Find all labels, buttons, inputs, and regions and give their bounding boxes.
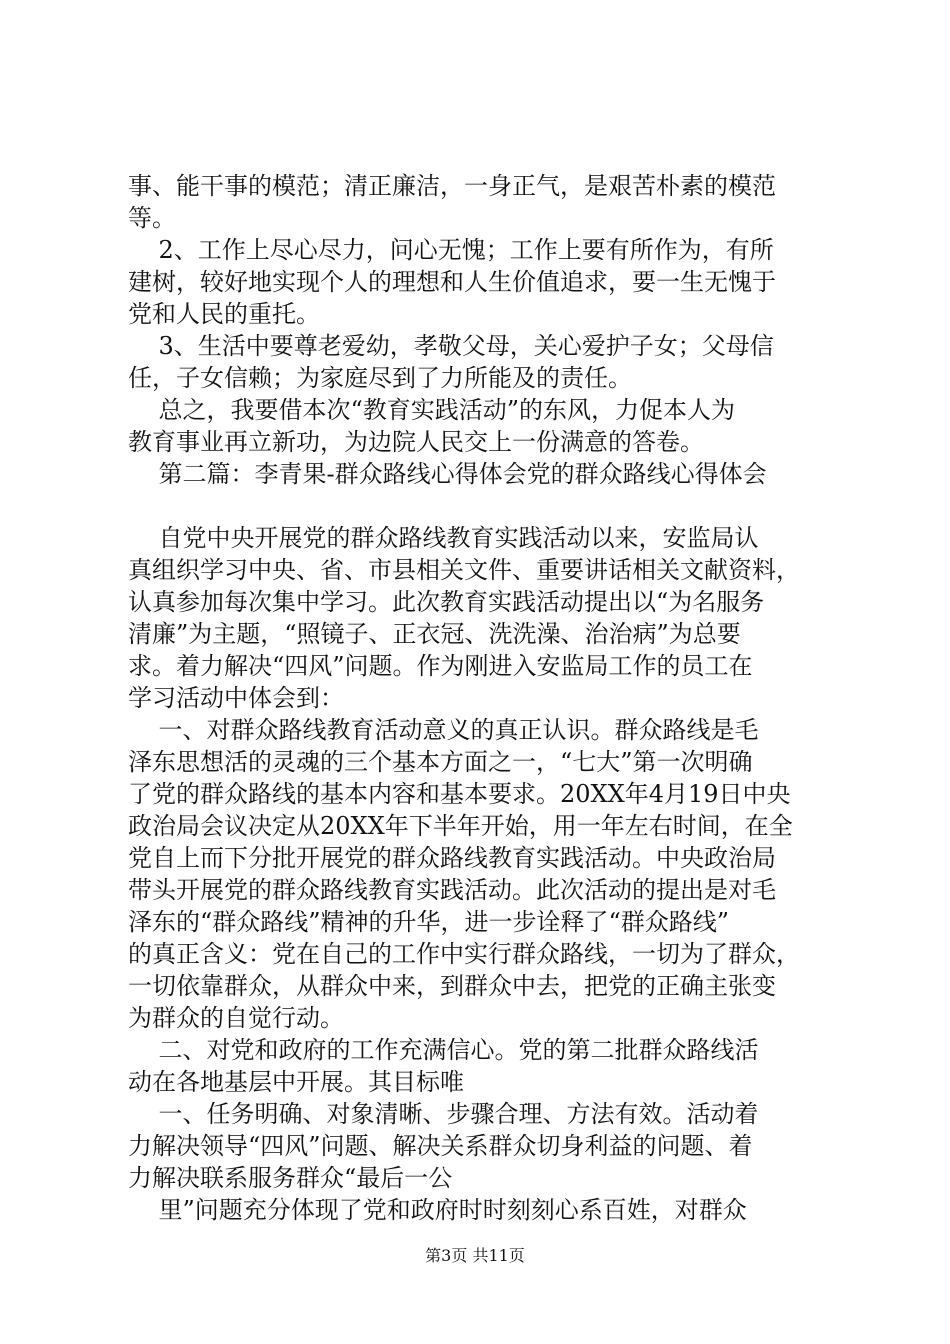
text-line: 建树，较好地实现个人的理想和人生价值追求，要一生无愧于 bbox=[128, 268, 776, 296]
text-line: 动在各地基层中开展。其目标唯 bbox=[128, 1068, 464, 1096]
document-body bbox=[128, 170, 828, 1226]
text-line: 二、对党和政府的工作充满信心。党的第二批群众路线活 bbox=[128, 1036, 759, 1064]
text-line: 泽东思想活的灵魂的三个基本方面之一，“七大”第一次明确 bbox=[128, 748, 753, 776]
text-line: 任，子女信赖；为家庭尽到了力所能及的责任。 bbox=[128, 364, 632, 392]
text-line: 认真参加每次集中学习。此次教育实践活动提出以“为名服务 bbox=[128, 588, 765, 616]
text-line: 一、对群众路线教育活动意义的真正认识。群众路线是毛 bbox=[128, 716, 759, 744]
text-line: 自党中央开展党的群众路线教育实践活动以来，安监局认 bbox=[128, 524, 759, 552]
text-line: 为群众的自觉行动。 bbox=[128, 1004, 344, 1032]
text-line: 学习活动中体会到： bbox=[128, 684, 344, 712]
text-line: 3、生活中要尊老爱幼，孝敬父母，关心爱护子女；父母信 bbox=[128, 332, 774, 360]
text-line: 等。 bbox=[128, 204, 176, 232]
text-line: 总之，我要借本次“教育实践活动”的东风，力促本人为 bbox=[128, 396, 736, 424]
text-line: 一切依靠群众，从群众中来，到群众中去，把党的正确主张变 bbox=[128, 972, 776, 1000]
text-line: 清廉”为主题，“照镜子、正衣冠、洗洗澡、治治病”为总要 bbox=[128, 620, 741, 648]
text-line: 带头开展党的群众路线教育实践活动。此次活动的提出是对毛 bbox=[128, 876, 776, 904]
text-line: 的真正含义：党在自己的工作中实行群众路线，一切为了群众， bbox=[128, 940, 800, 968]
paragraphs-part-2 bbox=[128, 522, 828, 1226]
text-line: 求。着力解决“四风”问题。作为刚进入安监局工作的员工在 bbox=[128, 652, 753, 680]
text-line: 2、工作上尽心尽力，问心无愧；工作上要有所作为，有所 bbox=[128, 236, 774, 264]
blank-line bbox=[128, 490, 828, 522]
text-line: 党和人民的重托。 bbox=[128, 300, 320, 328]
text-line: 力解决联系服务群众“最后一公 bbox=[128, 1164, 453, 1192]
page-footer: 第3页 共11页 bbox=[425, 1246, 525, 1265]
text-line: 事、能干事的模范；清正廉洁，一身正气，是艰苦朴素的模范 bbox=[128, 172, 776, 200]
paragraphs-part-1 bbox=[128, 170, 828, 490]
text-line: 一、任务明确、对象清晰、步骤合理、方法有效。活动着 bbox=[128, 1100, 759, 1128]
text-line: 力解决领导“四风”问题、解决关系群众切身利益的问题、着 bbox=[128, 1132, 753, 1160]
text-line: 教育事业再立新功，为边院人民交上一份满意的答卷。 bbox=[128, 428, 704, 456]
text-line: 第二篇：李青果-群众路线心得体会党的群众路线心得体会 bbox=[128, 460, 767, 488]
text-line: 真组织学习中央、省、市县相关文件、重要讲话相关文献资料， bbox=[128, 556, 800, 584]
text-line: 里”问题充分体现了党和政府时时刻刻心系百姓，对群众 bbox=[128, 1196, 747, 1224]
text-line: 了党的群众路线的基本内容和基本要求。20XX年4月19日中央 bbox=[128, 780, 791, 808]
text-line: 泽东的“群众路线”精神的升华，进一步诠释了“群众路线” bbox=[128, 908, 730, 936]
text-line: 党自上而下分批开展党的群众路线教育实践活动。中央政治局 bbox=[128, 844, 776, 872]
text-line: 政治局会议决定从20XX年下半年开始，用一年左右时间，在全 bbox=[128, 812, 793, 840]
